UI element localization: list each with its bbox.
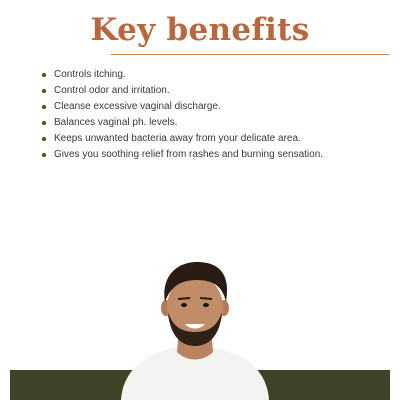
bullet-icon — [42, 89, 46, 93]
benefits-list — [38, 67, 323, 163]
benefit-text: Gives you soothing relief from rashes and burning sensation. — [54, 149, 324, 160]
list-item — [38, 131, 323, 147]
benefit-text: Control odor and irritation. — [54, 85, 170, 96]
list-item — [38, 99, 323, 115]
bullet-icon — [42, 153, 46, 157]
list-item — [38, 83, 323, 99]
benefit-text: Keeps unwanted bacteria away from your delicate area. — [54, 133, 301, 144]
benefit-text: Controls itching. — [54, 69, 126, 80]
bullet-icon — [42, 73, 46, 77]
man-portrait-image — [115, 258, 275, 400]
benefit-text: Balances vaginal ph. levels. — [54, 117, 178, 128]
list-item — [38, 67, 323, 83]
bullet-icon — [42, 121, 46, 125]
title-underline — [111, 54, 389, 55]
list-item — [38, 115, 323, 131]
bullet-icon — [42, 105, 46, 109]
benefit-text: Cleanse excessive vaginal discharge. — [54, 101, 221, 112]
page-title: Key benefits — [90, 12, 310, 48]
list-item — [38, 147, 323, 163]
bullet-icon — [42, 137, 46, 141]
